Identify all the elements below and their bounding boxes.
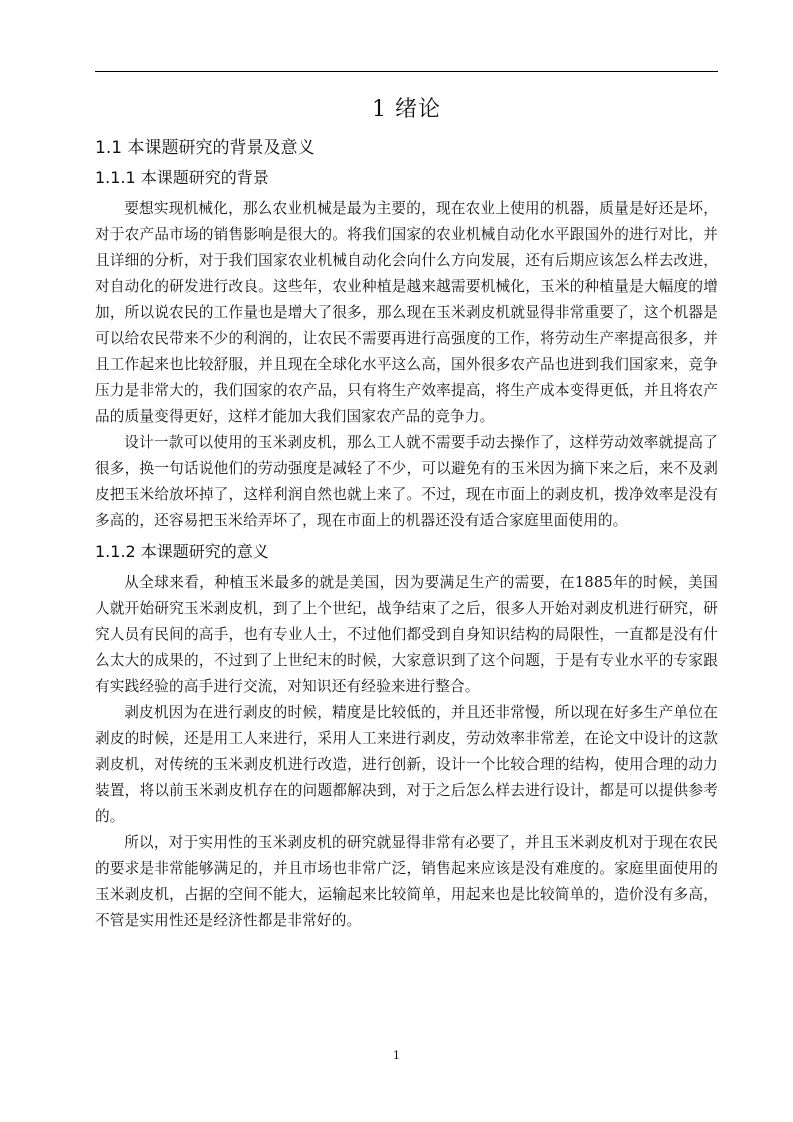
chapter-title: 1 绪论 xyxy=(372,97,441,122)
section-title-1-1: 1.1 本课题研究的背景及意义 xyxy=(95,138,315,158)
subsection-title-1-1-1: 1.1.1 本课题研究的背景 xyxy=(95,168,269,187)
header-rule xyxy=(95,71,718,72)
paragraph-background-1: 要想实现机械化，那么农业机械是最为主要的，现在农业上使用的机器，质量是好还是坏，对于农产品市场的销售影响是很大的。将我们国家的农业机械自动化水平跟国外的进行对比，并且详细的分析，对于我们国家农业机械自动化会向什么方向发展，还有后期应该怎么样去改进，对自动化的研发进行改良。这些年，农业种植是越来越需要机械化，玉米的种植量是大幅度的增加，所以说农民的工作量也是增大了很多，那么现在玉米剥皮机就显得非常重要了，这个机器是可以给农民带来不少的利润的，让农民不需要再进行高强度的工作，将劳动生产率提高很多，并且工作起来也比较舒服，并且现在全球化水平这么高，国外很多农产品也进到我们国家来，竞争压力是非常大的，我们国家的农产品，只有将生产效率提高，将生产成本变得更低，并且将农产品的质量变得更好，这样才能加大我们国家农产品的竞争力。 xyxy=(95,200,718,425)
page-number: 1 xyxy=(393,1049,400,1062)
paragraph-significance-3: 所以，对于实用性的玉米剥皮机的研究就显得非常有必要了，并且玉米剥皮机对于现在农民的要求是非常能够满足的，并且市场也非常广泛，销售起来应该是没有难度的。家庭里面使用的玉米剥皮机，占据的空间不能大，运输起来比较简单，用起来也是比较简单的，造价没有多高，不管是实用性还是经济性都是非常好的。 xyxy=(95,834,718,929)
paragraph-significance-2: 剥皮机因为在进行剥皮的时候，精度是比较低的，并且还非常慢，所以现在好多生产单位在剥皮的时候，还是用工人来进行，采用人工来进行剥皮，劳动效率非常差，在论文中设计的这款剥皮机，对传统的玉米剥皮机进行改造，进行创新，设计一个比较合理的结构，使用合理的动力装置，将以前玉米剥皮机存在的问题都解决到，对于之后怎么样去进行设计，都是可以提供参考的。 xyxy=(95,704,718,825)
page-content xyxy=(95,92,718,934)
paragraph-background-2: 设计一款可以使用的玉米剥皮机，那么工人就不需要手动去操作了，这样劳动效率就提高了很多，换一句话说他们的劳动强度是减轻了不少，可以避免有的玉米因为摘下来之后，来不及剥皮把玉米给放坏掉了，这样利润自然也就上来了。不过，现在市面上的剥皮机，拨净效率是没有多高的，还容易把玉米给弄坏了，现在市面上的机器还没有适合家庭里面使用的。 xyxy=(95,434,718,529)
subsection-title-1-1-2: 1.1.2 本课题研究的意义 xyxy=(95,542,269,561)
paragraph-significance-1: 从全球来看，种植玉米最多的就是美国，因为要满足生产的需要，在1885年的时候，美国人就开始研究玉米剥皮机，到了上个世纪，战争结束了之后，很多人开始对剥皮机进行研究，研究人员有民间的高手，也有专业人士，不过他们都受到自身知识结构的局限性，一直都是没有什么太大的成果的，不过到了上世纪末的时候，大家意识到了这个问题，于是有专业水平的专家跟有实践经验的高手进行交流，对知识还有经验来进行整合。 xyxy=(95,574,718,695)
